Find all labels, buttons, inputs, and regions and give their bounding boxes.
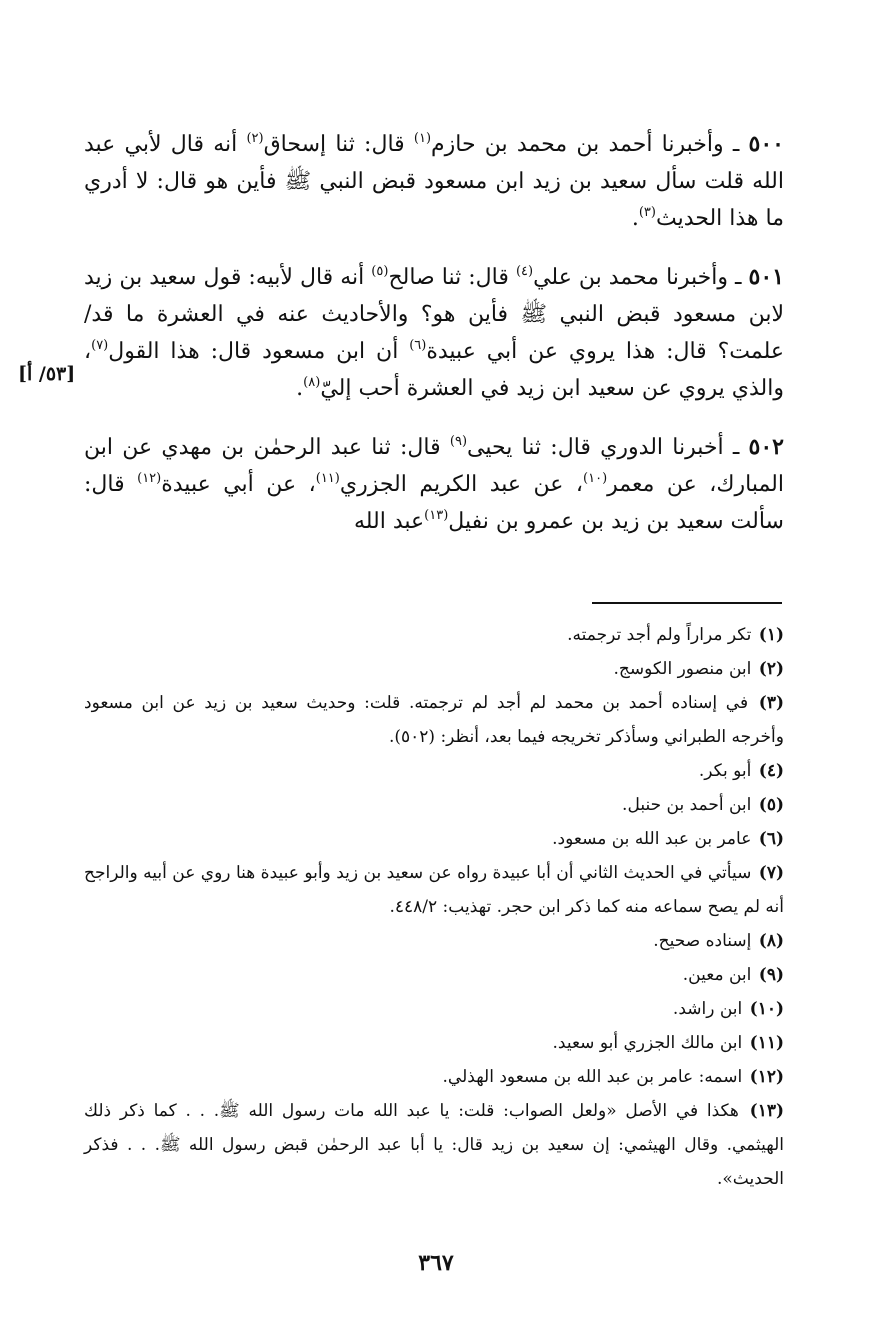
footnote-text: ابن معين. — [682, 965, 752, 985]
footnote-text: اسمه: عامر بن عبد الله بن مسعود الهذلي. — [442, 1067, 743, 1087]
footnote-5 — [84, 788, 784, 822]
footnote-number: (١١) — [749, 1033, 784, 1053]
hadith-text: ، عن أبي عبيدة — [161, 472, 316, 497]
hadith-text: أن ابن مسعود قال: هذا القول — [108, 339, 410, 364]
footnote-8 — [84, 924, 784, 958]
footnote-11 — [84, 1026, 784, 1060]
main-text — [84, 126, 784, 557]
footnote-text: تكر مراراً ولم أجد ترجمته. — [567, 625, 752, 645]
footnote-number: (٦) — [758, 829, 784, 849]
footnote-number: (٨) — [758, 931, 784, 951]
footnote-ref[interactable]: (٤) — [515, 264, 534, 279]
footnote-number: (٢) — [758, 659, 784, 679]
hadith-500 — [84, 126, 784, 237]
footnote-ref[interactable]: (١) — [413, 131, 432, 146]
page-number: ٣٦٧ — [418, 1250, 454, 1276]
footnote-number: (١٠) — [749, 999, 784, 1019]
footnote-number: (٣) — [758, 693, 784, 713]
footnote-ref[interactable]: (١١) — [315, 471, 340, 486]
footnote-7 — [84, 856, 784, 924]
footnote-text: ابن مالك الجزري أبو سعيد. — [552, 1033, 743, 1053]
footnote-6 — [84, 822, 784, 856]
hadith-text: أنه قال لأبيه: قول سعيد بن زيد لابن مسعود قبض النبي ﷺ فأين هو؟ والأحاديث عنه في العشرة ما قد/علمت؟ قال: هذا يروي عن أبي عبيدة — [84, 265, 784, 364]
footnote-text: سيأتي في الحديث الثاني أن أبا عبيدة رواه عن سعيد بن زيد وأبو عبيدة هنا روي عن أبيه والراجح أنه لم يصح سماعه منه كما ذكر ابن حجر. تهذيب: ٤٤٨/٢. — [84, 863, 784, 917]
hadith-text: ـ وأخبرنا محمد بن علي — [533, 265, 742, 290]
hadith-text: . — [296, 376, 304, 401]
hadith-text: . — [631, 206, 639, 231]
footnote-2 — [84, 652, 784, 686]
folio-marker: [٥٣/ أ] — [18, 363, 76, 385]
hadith-text: ، والذي يروي عن سعيد ابن زيد في العشرة أحب إليّ — [84, 339, 784, 401]
hadith-text: ، عن عبد الكريم الجزري — [339, 472, 584, 497]
footnote-ref[interactable]: (٨) — [303, 375, 321, 390]
footnote-12 — [84, 1060, 784, 1094]
footnote-text: ابن أحمد بن حنبل. — [622, 795, 752, 815]
footnote-number: (١٢) — [749, 1067, 784, 1087]
footnote-number: (٩) — [758, 965, 784, 985]
footnote-text: أبو بكر. — [698, 761, 752, 781]
footnote-text: عامر بن عبد الله بن مسعود. — [552, 829, 752, 849]
footnote-ref[interactable]: (٥) — [371, 264, 389, 279]
hadith-text: أنه قال لأبي عبد الله قلت سأل سعيد بن زيد ابن مسعود قبض النبي ﷺ فأين هو قال: لا أدري ما هذا الحديث — [84, 132, 784, 231]
footnote-number: (١٣) — [749, 1101, 784, 1121]
hadith-text: ـ وأخبرنا أحمد بن محمد بن حازم — [431, 132, 740, 157]
footnote-ref[interactable]: (٩) — [449, 434, 468, 449]
hadith-text: قال: ثنا صالح — [388, 265, 516, 290]
footnote-1 — [84, 618, 784, 652]
hadith-502 — [84, 429, 784, 540]
footnote-4 — [84, 754, 784, 788]
hadith-501 — [84, 259, 784, 407]
footnote-ref[interactable]: (١٢) — [137, 471, 162, 486]
hadith-text: قال: ثنا إسحاق — [263, 132, 414, 157]
footnote-number: (٤) — [758, 761, 784, 781]
footnote-10 — [84, 992, 784, 1026]
footnote-number: (٥) — [758, 795, 784, 815]
footnote-number: (٧) — [758, 863, 784, 883]
footnote-13 — [84, 1094, 784, 1196]
footnote-text: ابن راشد. — [672, 999, 743, 1019]
footnote-ref[interactable]: (٧) — [91, 338, 109, 353]
footnote-3 — [84, 686, 784, 754]
footnote-ref[interactable]: (١٣) — [424, 508, 449, 523]
footnote-text: هكذا في الأصل «ولعل الصواب: قلت: يا عبد الله مات رسول الله ﷺ. . . كما ذكر ذلك الهيثمي. وقال الهيثمي: إن سعيد بن زيد قال: يا أبا عبد الرحمٰن قبض رسول الله ﷺ. . . فذكر الحديث». — [84, 1101, 784, 1189]
footnote-text: في إسناده أحمد بن محمد لم أجد لم ترجمته. قلت: وحديث سعيد بن زيد عن ابن مسعود وأخرجه الطبراني وسأذكر تخريجه فيما بعد، أنظر: (٥٠٢). — [84, 693, 784, 747]
footnote-ref[interactable]: (٦) — [409, 338, 427, 353]
footnote-text: ابن منصور الكوسج. — [613, 659, 752, 679]
footnote-number: (١) — [758, 625, 784, 645]
hadith-text: قال: سألت سعيد بن زيد بن عمرو بن نفيل — [84, 472, 784, 534]
footnote-text: إسناده صحيح. — [653, 931, 752, 951]
hadith-number: ٥٠١ — [748, 264, 784, 290]
hadith-number: ٥٠٠ — [748, 131, 784, 157]
footnote-ref[interactable]: (٢) — [246, 131, 264, 146]
hadith-text: ـ أخبرنا الدوري قال: ثنا يحيى — [467, 435, 740, 460]
footnote-9 — [84, 958, 784, 992]
footnote-separator — [592, 602, 782, 604]
hadith-text: عبد الله — [353, 509, 425, 534]
hadith-number: ٥٠٢ — [748, 434, 784, 460]
footnote-ref[interactable]: (٣) — [638, 205, 656, 220]
footnote-ref[interactable]: (١٠) — [583, 471, 608, 486]
footnotes — [84, 618, 784, 1196]
hadith-text: قال: ثنا عبد الرحمٰن بن مهدي عن ابن المبارك، عن معمر — [84, 435, 784, 497]
